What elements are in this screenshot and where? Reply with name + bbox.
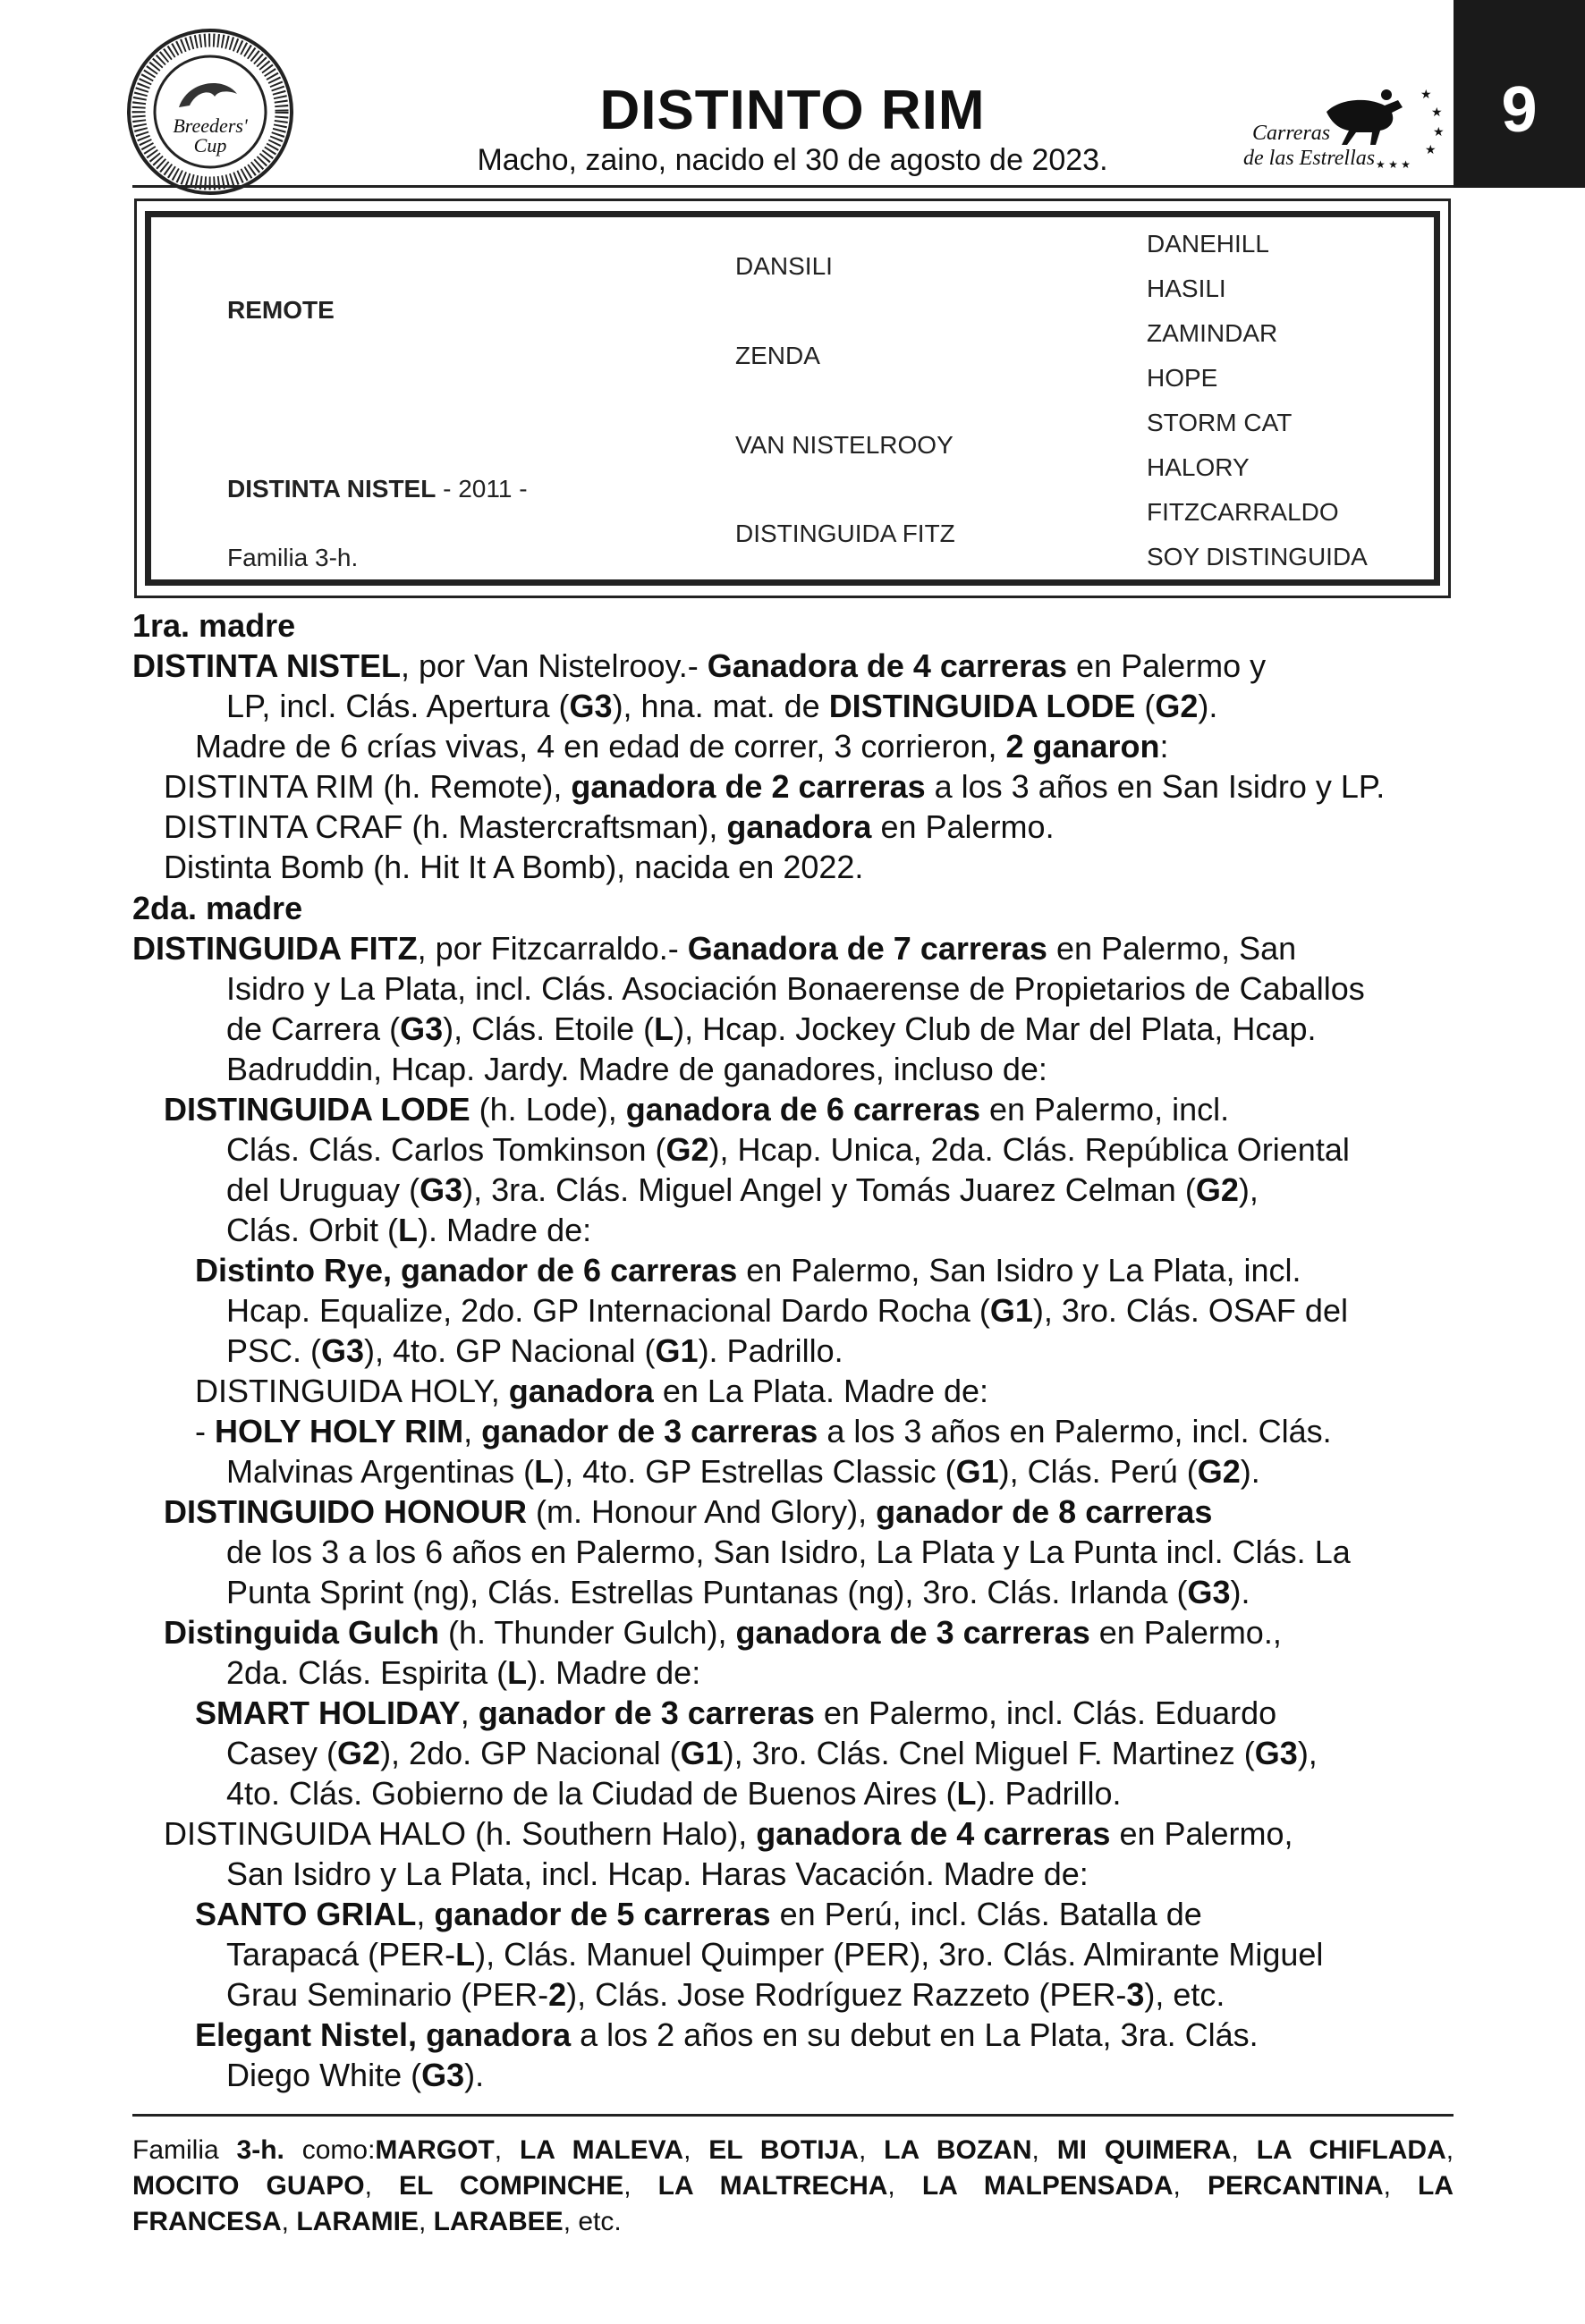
- family-separator: ,: [1383, 2171, 1419, 2201]
- text-segment: Clás. Clás. Carlos Tomkinson (: [226, 1131, 666, 1168]
- header-divider: [132, 185, 1454, 188]
- text-line: [195, 1412, 1332, 1451]
- bold-text-segment: G3: [321, 1332, 365, 1369]
- text-segment: Distinta Bomb (h. Hit It A Bomb), nacida en 2022.: [164, 849, 864, 885]
- bold-text-segment: G2: [337, 1735, 381, 1771]
- text-segment: 2da. Clás. Espirita (: [226, 1654, 508, 1691]
- text-line: [226, 1533, 1351, 1572]
- text-segment: LP, incl. Clás. Apertura (: [226, 688, 570, 724]
- page-number-tab: [1454, 0, 1585, 188]
- page-number: 9: [1501, 74, 1538, 146]
- pedigree-great-grandparent: HASILI: [1147, 275, 1226, 302]
- text-segment: DISTINTA CRAF (h. Mastercraftsman),: [164, 808, 727, 845]
- bold-text-segment: Distinguida Gulch: [164, 1614, 440, 1651]
- text-line: [195, 727, 1169, 766]
- text-segment: ,: [463, 1413, 482, 1449]
- text-segment: ). Padrillo.: [698, 1332, 843, 1369]
- svg-text:Breeders': Breeders': [173, 114, 248, 137]
- family-separator: ,: [1445, 2135, 1454, 2165]
- text-segment: -: [195, 1413, 215, 1449]
- text-line: [164, 767, 1385, 807]
- family-name: 3-h.: [236, 2135, 284, 2165]
- text-segment: en Palermo.,: [1089, 1614, 1282, 1651]
- bold-text-segment: DISTINGUIDA LODE: [828, 688, 1136, 724]
- text-segment: Hcap. Equalize, 2do. GP Internacional Dardo Rocha (: [226, 1292, 990, 1329]
- text-segment: ,: [460, 1694, 479, 1731]
- family-name: MARGOT: [375, 2135, 495, 2165]
- text-segment: ), Clás. Manuel Quimper (PER), 3ro. Clás. Almirante Miguel: [475, 1936, 1324, 1973]
- text-segment: ), Hcap. Unica, 2da. Clás. República Oriental: [708, 1131, 1350, 1168]
- text-segment: ),: [1297, 1735, 1318, 1771]
- text-segment: Isidro y La Plata, incl. Clás. Asociación Bonaerense de Propietarios de Caballos: [226, 970, 1365, 1007]
- bold-text-segment: L: [534, 1453, 555, 1490]
- bold-text-segment: ganadora de 6 carreras: [625, 1091, 980, 1128]
- bold-text-segment: 2: [548, 1976, 567, 2013]
- bold-text-segment: L: [398, 1212, 419, 1248]
- text-line: [226, 1130, 1350, 1170]
- text-line: [132, 646, 1266, 686]
- family-name: EL BOTIJA: [708, 2135, 859, 2165]
- bold-text-segment: ganadora de 4 carreras: [756, 1815, 1111, 1852]
- svg-text:★: ★: [1433, 124, 1445, 139]
- svg-text:Carreras: Carreras: [1252, 122, 1331, 145]
- first-dam-heading: 1ra. madre: [132, 607, 296, 644]
- text-segment: en Perú, incl. Clás. Batalla de: [770, 1896, 1202, 1932]
- text-line: [226, 1734, 1318, 1773]
- bold-text-segment: L: [956, 1775, 977, 1812]
- bold-text-segment: L: [654, 1010, 674, 1047]
- family-separator: ,: [1231, 2135, 1257, 2165]
- text-segment: ).: [1230, 1574, 1250, 1610]
- text-line: [226, 1935, 1323, 1974]
- text-segment: ), Clás. Perú (: [998, 1453, 1198, 1490]
- bold-text-segment: G2: [1195, 1171, 1239, 1208]
- text-segment: ), Hcap. Jockey Club de Mar del Plata, Hcap.: [674, 1010, 1317, 1047]
- family-name: MI QUIMERA: [1056, 2135, 1232, 2165]
- text-segment: ). Madre de:: [527, 1654, 701, 1691]
- pedigree-dam-name: DISTINTA NISTEL: [227, 475, 437, 503]
- text-segment: ).: [464, 2057, 485, 2093]
- bold-text-segment: Distinto Rye, ganador de 6 carreras: [195, 1252, 738, 1289]
- text-line: [226, 1774, 1122, 1813]
- horse-subtitle: Macho, zaino, nacido el 30 de agosto de 2023.: [477, 143, 1108, 177]
- text-line: [195, 2016, 1259, 2055]
- text-line: [164, 848, 863, 887]
- text-segment: a los 2 años en su debut en La Plata, 3ra. Clás.: [571, 2016, 1259, 2053]
- family-name: PERCANTINA: [1207, 2171, 1384, 2201]
- text-segment: ).: [1198, 688, 1218, 724]
- bold-text-segment: ganador de 3 carreras: [481, 1413, 818, 1449]
- text-segment: ), 3ro. Clás. Cnel Miguel F. Martinez (: [723, 1735, 1255, 1771]
- text-segment: en Palermo,: [1110, 1815, 1293, 1852]
- text-line: [226, 1010, 1316, 1049]
- text-segment: , por Fitzcarraldo.-: [417, 930, 688, 967]
- bold-text-segment: SMART HOLIDAY: [195, 1694, 461, 1731]
- svg-text:Cup: Cup: [193, 134, 227, 156]
- family-separator: , etc.: [563, 2207, 622, 2236]
- footer-divider: [132, 2114, 1454, 2117]
- text-segment: ), 3ro. Clás. OSAF del: [1032, 1292, 1348, 1329]
- text-segment: :: [1159, 728, 1169, 765]
- bold-text-segment: Ganadora de 4 carreras: [707, 647, 1068, 684]
- family-separator: ,: [364, 2171, 399, 2201]
- pedigree-family: Familia 3-h.: [227, 544, 359, 571]
- family-separator: ,: [494, 2135, 520, 2165]
- text-segment: Punta Sprint (ng), Clás. Estrellas Puntanas (ng), 3ro. Clás. Irlanda (: [226, 1574, 1188, 1610]
- pedigree-great-grandparent: STORM CAT: [1147, 409, 1293, 436]
- pedigree-great-grandparent: FITZCARRALDO: [1147, 498, 1339, 526]
- bold-text-segment: G2: [665, 1131, 709, 1168]
- bold-text-segment: ganadora de 3 carreras: [735, 1614, 1090, 1651]
- text-segment: ), Clás. Jose Rodríguez Razzeto (PER-: [566, 1976, 1127, 2013]
- family-line: [132, 2204, 1454, 2240]
- svg-text:★: ★: [1425, 142, 1437, 156]
- text-line: [226, 1050, 1047, 1089]
- text-line: [226, 1855, 1089, 1894]
- page-title: DISTINTO RIM: [599, 80, 986, 141]
- pedigree-great-grandparent: ZAMINDAR: [1147, 319, 1278, 347]
- family-separator: ,: [419, 2207, 434, 2236]
- bold-text-segment: DISTINTA NISTEL: [132, 647, 401, 684]
- bold-text-segment: ganador de 5 carreras: [434, 1896, 771, 1932]
- text-line: [164, 1613, 1282, 1652]
- pedigree-great-grandparent: HOPE: [1147, 364, 1218, 392]
- text-segment: Casey (: [226, 1735, 338, 1771]
- bold-text-segment: Elegant Nistel, ganadora: [195, 2016, 572, 2053]
- bold-text-segment: HOLY HOLY RIM: [215, 1413, 464, 1449]
- family-separator: ,: [887, 2171, 922, 2201]
- text-segment: a los 3 años en San Isidro y LP.: [925, 768, 1386, 805]
- text-segment: Madre de 6 crías vivas, 4 en edad de correr, 3 corrieron,: [195, 728, 1006, 765]
- text-line: [195, 1694, 1276, 1733]
- bold-text-segment: G2: [1155, 688, 1199, 724]
- bold-text-segment: DISTINGUIDA FITZ: [132, 930, 418, 967]
- text-segment: ), etc.: [1144, 1976, 1225, 2013]
- text-line: [226, 1291, 1348, 1331]
- text-line: [226, 969, 1365, 1009]
- text-segment: ), hna. mat. de: [612, 688, 829, 724]
- text-segment: Clás. Orbit (: [226, 1212, 399, 1248]
- text-segment: ), 4to. GP Nacional (: [364, 1332, 656, 1369]
- bold-text-segment: G3: [400, 1010, 444, 1047]
- bold-text-segment: G1: [955, 1453, 999, 1490]
- text-line: [226, 1653, 700, 1693]
- text-line: [164, 807, 1055, 847]
- bold-text-segment: G3: [420, 1171, 463, 1208]
- family-name: LARAMIE: [296, 2207, 419, 2236]
- bold-text-segment: G1: [989, 1292, 1033, 1329]
- text-line: [195, 1251, 1301, 1290]
- pedigree-grandparent: DANSILI: [735, 252, 833, 280]
- text-segment: en Palermo, incl.: [979, 1091, 1230, 1128]
- text-segment: ,: [416, 1896, 435, 1932]
- family-name: LARABEE: [433, 2207, 564, 2236]
- text-line: [164, 1492, 1212, 1532]
- bold-text-segment: DISTINGUIDO HONOUR: [164, 1493, 528, 1530]
- family-name: LA MALEVA: [519, 2135, 684, 2165]
- text-segment: , por Van Nistelrooy.-: [401, 647, 708, 684]
- pedigree-great-grandparent: SOY DISTINGUIDA: [1147, 543, 1368, 570]
- text-line: [226, 1573, 1250, 1612]
- bold-text-segment: G3: [421, 2057, 465, 2093]
- text-segment: ), 4to. GP Estrellas Classic (: [554, 1453, 956, 1490]
- family-separator: ,: [281, 2207, 297, 2236]
- bold-text-segment: 3: [1126, 1976, 1145, 2013]
- bold-text-segment: DISTINGUIDA LODE: [164, 1091, 470, 1128]
- text-segment: ),: [1238, 1171, 1259, 1208]
- text-line: [226, 1211, 591, 1250]
- text-segment: ), 3ra. Clás. Miguel Angel y Tomás Juarez Celman (: [462, 1171, 1196, 1208]
- pedigree-sire: REMOTE: [227, 296, 335, 324]
- text-segment: en La Plata. Madre de:: [653, 1373, 989, 1409]
- text-segment: (: [1135, 688, 1156, 724]
- text-line: [164, 1814, 1293, 1854]
- family-name: EL COMPINCHE: [399, 2171, 624, 2201]
- text-segment: ), 2do. GP Nacional (: [380, 1735, 681, 1771]
- pedigree-dam-year: - 2011 -: [436, 475, 528, 503]
- bold-text-segment: G1: [680, 1735, 724, 1771]
- family-name: LA: [1418, 2171, 1454, 2201]
- pedigree-grandparent: VAN NISTELROOY: [735, 431, 954, 459]
- text-segment: en Palermo y: [1067, 647, 1267, 684]
- text-segment: del Uruguay (: [226, 1171, 420, 1208]
- pedigree-grandparent: DISTINGUIDA FITZ: [735, 520, 955, 547]
- bold-text-segment: ganador de 3 carreras: [478, 1694, 815, 1731]
- pedigree-great-grandparent: DANEHILL: [1147, 230, 1269, 258]
- text-line: [226, 1331, 843, 1371]
- text-segment: 4to. Clás. Gobierno de la Ciudad de Buenos Aires (: [226, 1775, 957, 1812]
- text-segment: San Isidro y La Plata, incl. Hcap. Haras Vacación. Madre de:: [226, 1855, 1089, 1892]
- text-segment: Malvinas Argentinas (: [226, 1453, 535, 1490]
- text-segment: DISTINTA RIM (h. Remote),: [164, 768, 572, 805]
- bold-text-segment: G3: [569, 688, 613, 724]
- family-name: LA BOZAN: [884, 2135, 1032, 2165]
- text-segment: Badruddin, Hcap. Jardy. Madre de ganadores, incluso de:: [226, 1051, 1047, 1087]
- bold-text-segment: L: [507, 1654, 528, 1691]
- text-segment: de Carrera (: [226, 1010, 401, 1047]
- bold-text-segment: G3: [1254, 1735, 1298, 1771]
- text-segment: ). Padrillo.: [976, 1775, 1122, 1812]
- bold-text-segment: ganador de 8 carreras: [876, 1493, 1213, 1530]
- text-line: [226, 1452, 1260, 1492]
- family-separator: como:: [284, 2135, 376, 2165]
- second-dam-heading: 2da. madre: [132, 890, 303, 926]
- text-line: [132, 929, 1296, 968]
- text-segment: Tarapacá (PER-: [226, 1936, 456, 1973]
- svg-text:★ ★ ★: ★ ★ ★: [1376, 158, 1411, 171]
- pedigree-grandparent: ZENDA: [735, 342, 820, 369]
- text-line: [226, 687, 1217, 726]
- bold-text-segment: SANTO GRIAL: [195, 1896, 417, 1932]
- family-name: LA MALPENSADA: [921, 2171, 1174, 2201]
- bold-text-segment: ganadora de 2 carreras: [571, 768, 926, 805]
- family-name: LA CHIFLADA: [1256, 2135, 1446, 2165]
- text-segment: en Palermo.: [871, 808, 1055, 845]
- text-segment: DISTINGUIDA HOLY,: [195, 1373, 509, 1409]
- svg-text:★: ★: [1431, 105, 1443, 119]
- family-separator: Familia: [132, 2135, 237, 2165]
- bold-text-segment: L: [455, 1936, 476, 1973]
- text-segment: DISTINGUIDA HALO (h. Southern Halo),: [164, 1815, 757, 1852]
- bold-text-segment: ganadora: [726, 808, 872, 845]
- family-separator: ,: [1031, 2135, 1057, 2165]
- text-segment: (h. Thunder Gulch),: [439, 1614, 736, 1651]
- bold-text-segment: 2 ganaron: [1005, 728, 1160, 765]
- text-line: [164, 1090, 1229, 1129]
- text-segment: PSC. (: [226, 1332, 322, 1369]
- bold-text-segment: Ganadora de 7 carreras: [687, 930, 1047, 967]
- family-line: [132, 2168, 1454, 2204]
- text-segment: en Palermo, San Isidro y La Plata, incl.: [737, 1252, 1301, 1289]
- text-segment: (h. Lode),: [470, 1091, 626, 1128]
- family-name: MOCITO GUAPO: [132, 2171, 365, 2201]
- family-separator: ,: [683, 2135, 709, 2165]
- text-segment: (m. Honour And Glory),: [527, 1493, 877, 1530]
- text-line: [226, 1170, 1259, 1210]
- family-separator: ,: [623, 2171, 658, 2201]
- text-segment: Diego White (: [226, 2057, 422, 2093]
- bold-text-segment: ganadora: [508, 1373, 654, 1409]
- bold-text-segment: G3: [1187, 1574, 1231, 1610]
- family-separator: ,: [858, 2135, 885, 2165]
- text-segment: de los 3 a los 6 años en Palermo, San Isidro, La Plata y La Punta incl. Clás. La: [226, 1534, 1351, 1570]
- text-segment: en Palermo, San: [1047, 930, 1297, 967]
- text-segment: a los 3 años en Palermo, incl. Clás.: [818, 1413, 1332, 1449]
- bold-text-segment: G2: [1197, 1453, 1241, 1490]
- text-segment: en Palermo, incl. Clás. Eduardo: [814, 1694, 1277, 1731]
- text-segment: Grau Seminario (PER-: [226, 1976, 549, 2013]
- text-segment: ), Clás. Etoile (: [443, 1010, 655, 1047]
- svg-text:de las Estrellas: de las Estrellas: [1243, 147, 1376, 170]
- carreras-de-las-estrellas-logo: [1242, 80, 1447, 179]
- bold-text-segment: G1: [655, 1332, 699, 1369]
- text-line: [195, 1372, 988, 1411]
- pedigree-great-grandparent: HALORY: [1147, 453, 1250, 481]
- family-name: FRANCESA: [132, 2207, 282, 2236]
- text-line: [226, 1975, 1225, 2015]
- family-line: [132, 2133, 1454, 2168]
- pedigree-dam: [227, 475, 528, 503]
- svg-text:★: ★: [1420, 87, 1432, 101]
- text-line: [226, 2056, 484, 2095]
- text-segment: ). Madre de:: [418, 1212, 592, 1248]
- family-name: LA MALTRECHA: [657, 2171, 888, 2201]
- text-line: [195, 1895, 1202, 1934]
- text-segment: ).: [1240, 1453, 1260, 1490]
- family-separator: ,: [1173, 2171, 1208, 2201]
